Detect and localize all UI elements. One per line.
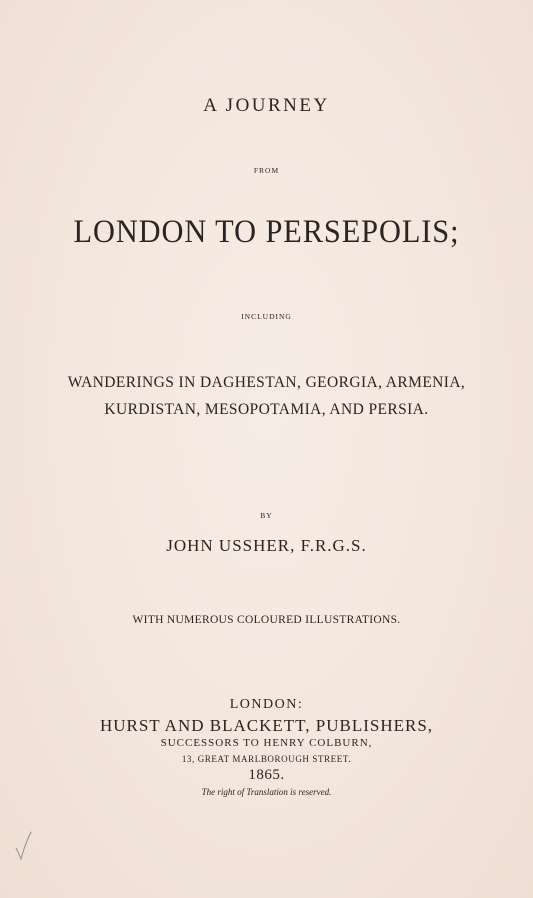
by-word: BY	[260, 511, 273, 520]
rights-notice: The right of Translation is reserved.	[201, 787, 332, 797]
publication-year: 1865.	[248, 767, 285, 783]
imprint-city: LONDON:	[229, 697, 304, 712]
author-name: JOHN USSHER, F.R.G.S.	[166, 536, 367, 555]
illustrations-note: WITH NUMEROUS COLOURED ILLUSTRATIONS.	[132, 614, 401, 626]
subtitle-line-1: WANDERINGS IN DAGHESTAN, GEORGIA, ARMENIA,	[67, 374, 466, 391]
including-word: INCLUDING	[241, 312, 292, 321]
check-mark-icon	[14, 830, 34, 860]
title-small: A JOURNEY	[203, 95, 330, 116]
successors-line: SUCCESSORS TO HENRY COLBURN,	[160, 737, 373, 749]
main-title: LONDON TO PERSEPOLIS;	[73, 214, 460, 250]
publisher-address: 13, GREAT MARLBOROUGH STREET.	[181, 754, 352, 764]
publisher-name: HURST AND BLACKETT, PUBLISHERS,	[99, 716, 434, 735]
from-word: FROM	[253, 166, 280, 175]
subtitle-line-2: KURDISTAN, MESOPOTAMIA, AND PERSIA.	[104, 401, 429, 418]
